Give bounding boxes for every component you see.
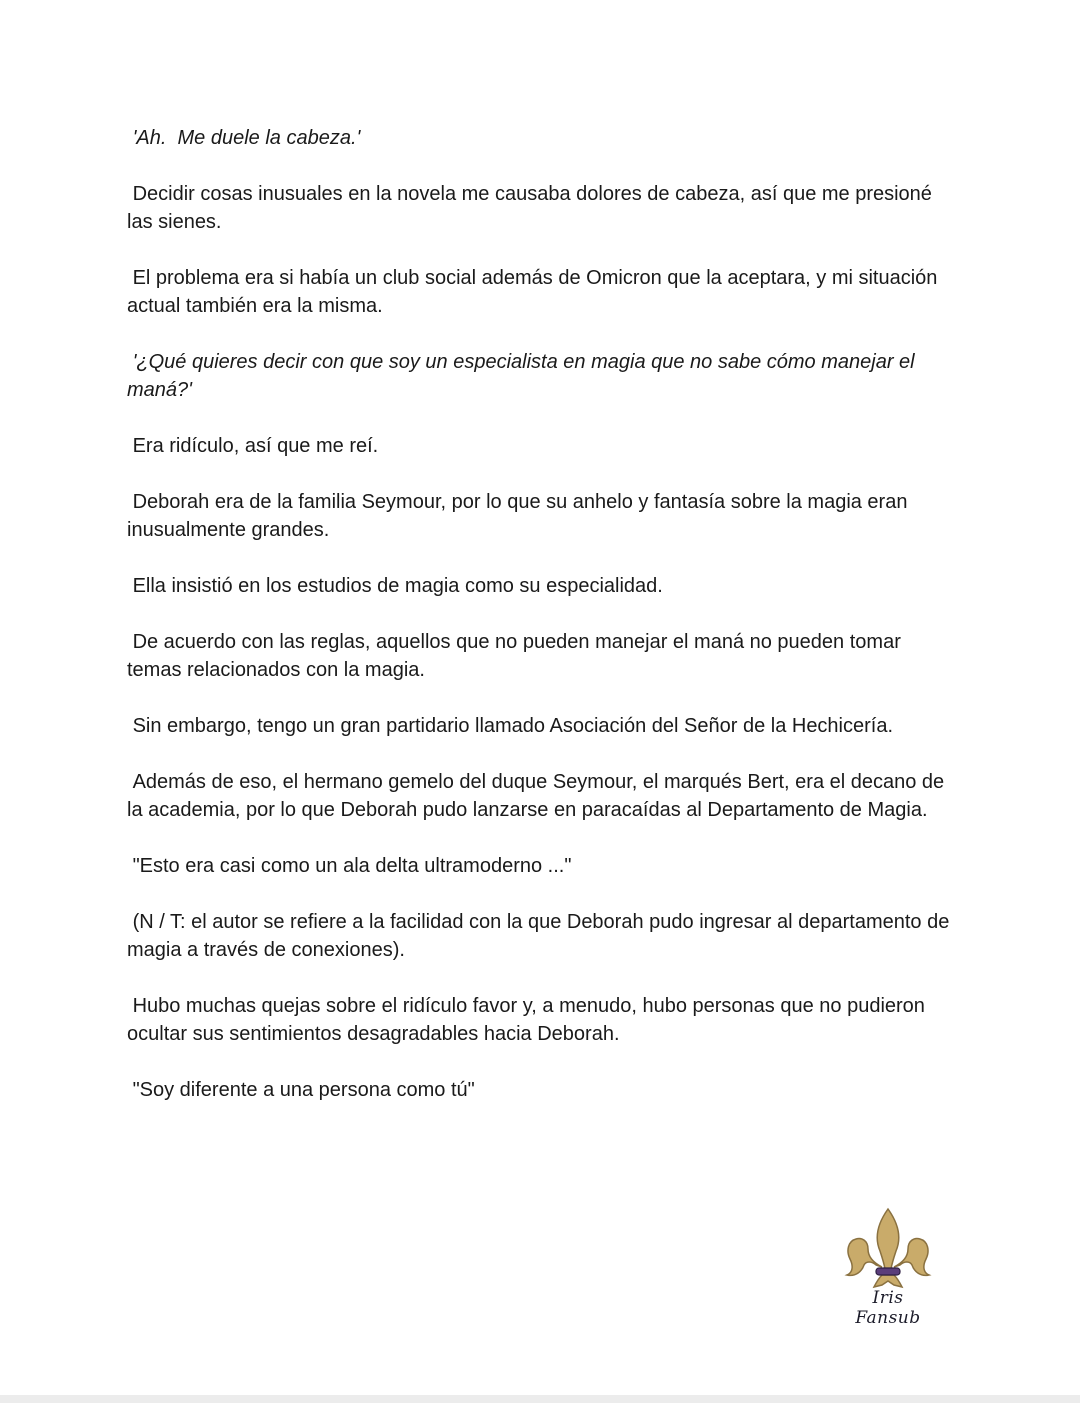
paragraph-14: "Soy diferente a una persona como tú": [127, 1079, 475, 1101]
paragraph-2: Decidir cosas inusuales en la novela me causaba dolores de cabeza, así que me presioné las sienes.: [127, 183, 938, 233]
fleur-de-lis-icon: [838, 1205, 938, 1289]
bottom-edge-bar: [0, 1395, 1080, 1403]
document-body: [127, 124, 957, 1132]
paragraph-6: Deborah era de la familia Seymour, por lo que su anhelo y fantasía sobre la magia eran inusualmente grandes.: [127, 491, 914, 541]
paragraph-5: Era ridículo, así que me reí.: [127, 435, 379, 457]
paragraph-1: 'Ah. Me duele la cabeza.': [127, 127, 361, 149]
paragraph-4: '¿Qué quieres decir con que soy un especialista en magia que no sabe cómo manejar el maná?': [127, 351, 921, 401]
paragraph-7: Ella insistió en los estudios de magia como su especialidad.: [127, 575, 663, 597]
iris-fansub-watermark: [838, 1205, 938, 1328]
paragraph-11: "Esto era casi como un ala delta ultramoderno ...": [127, 855, 572, 877]
paragraph-13: Hubo muchas quejas sobre el ridículo favor y, a menudo, hubo personas que no pudieron ocultar sus sentimientos desagradables hacia Deborah.: [127, 995, 931, 1045]
paragraph-12: (N / T: el autor se refiere a la facilidad con la que Deborah pudo ingresar al departamento de magia a través de conexiones).: [127, 911, 955, 961]
watermark-text: Iris Fansub: [855, 1288, 921, 1328]
paragraph-10: Además de eso, el hermano gemelo del duque Seymour, el marqués Bert, era el decano de la academia, por lo que Deborah pudo lanzarse en paracaídas al Departamento de Magia.: [127, 771, 950, 821]
paragraph-8: De acuerdo con las reglas, aquellos que no pueden manejar el maná no pueden tomar temas relacionados con la magia.: [127, 631, 907, 681]
paragraph-9: Sin embargo, tengo un gran partidario llamado Asociación del Señor de la Hechicería.: [127, 715, 894, 737]
paragraph-3: El problema era si había un club social además de Omicron que la aceptara, y mi situación actual también era la misma.: [127, 267, 943, 317]
